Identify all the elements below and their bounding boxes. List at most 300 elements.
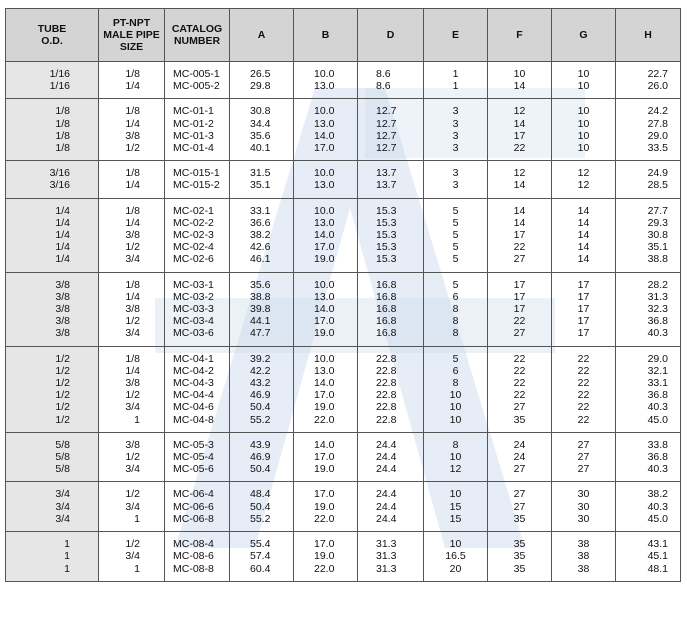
pipe-size-value: 1/8 xyxy=(125,167,140,180)
dim-h-value: 48.1 xyxy=(647,562,668,575)
dim-e-cell xyxy=(424,482,488,532)
column-header-d: D xyxy=(358,9,424,62)
pipe-size-value: 1/4 xyxy=(125,364,140,377)
column-header-b: B xyxy=(294,9,358,62)
dim-a-value: 30.8 xyxy=(250,105,271,118)
column-header-pt-npt-male-pipe-size: PT-NPT MALE PIPE SIZE xyxy=(99,9,165,62)
dim-h-value: 28.5 xyxy=(647,179,668,192)
dim-f-value: 22 xyxy=(513,142,526,155)
catalog-number-cell xyxy=(165,161,230,198)
catalog-number-value: MC-03-3 xyxy=(173,303,214,316)
pipe-size-value: 1/2 xyxy=(125,241,140,254)
dim-f-value: 17 xyxy=(513,303,526,316)
pipe-size-cell xyxy=(99,482,165,532)
catalog-number-value: MC-05-4 xyxy=(173,451,214,464)
tube-od-value: 3/8 xyxy=(55,278,70,291)
tube-od-value: 1/2 xyxy=(55,352,70,365)
dim-a-value: 29.8 xyxy=(250,80,271,93)
dim-b-value: 13.0 xyxy=(314,179,335,192)
pipe-size-value: 1/4 xyxy=(125,117,140,130)
dim-g-cell xyxy=(552,532,616,582)
dim-h-value: 43.1 xyxy=(647,538,668,551)
dim-a-cell xyxy=(230,62,294,99)
dim-f-value: 27 xyxy=(513,327,526,340)
dim-a-value: 42.6 xyxy=(250,241,271,254)
pipe-size-value: 1/4 xyxy=(125,216,140,229)
catalog-number-cell xyxy=(165,346,230,432)
dim-a-value: 38.2 xyxy=(250,229,271,242)
row-group xyxy=(6,161,681,198)
dim-g-value: 22 xyxy=(577,352,590,365)
dim-b-cell xyxy=(294,62,358,99)
catalog-number-value: MC-02-4 xyxy=(173,241,214,254)
dim-e-value: 10 xyxy=(449,451,462,464)
pipe-size-cell xyxy=(99,272,165,346)
dim-e-value: 10 xyxy=(449,413,462,426)
catalog-number-value: MC-03-2 xyxy=(173,290,214,303)
tube-od-value: 1/8 xyxy=(55,105,70,118)
dim-e-value: 5 xyxy=(452,204,459,217)
pipe-size-value: 1/2 xyxy=(125,538,140,551)
dim-h-value: 40.3 xyxy=(647,463,668,476)
dim-f-value: 12 xyxy=(513,167,526,180)
dim-h-value: 40.3 xyxy=(647,401,668,414)
pipe-size-value: 1 xyxy=(134,413,140,426)
catalog-number-value: MC-04-6 xyxy=(173,401,214,414)
dim-d-value: 16.8 xyxy=(376,303,397,316)
tube-od-value: 1/2 xyxy=(55,401,70,414)
catalog-number-value: MC-06-8 xyxy=(173,512,214,525)
pipe-size-value: 3/4 xyxy=(125,253,140,266)
dim-e-value: 10 xyxy=(449,389,462,402)
dim-g-value: 12 xyxy=(577,179,590,192)
dim-f-value: 17 xyxy=(513,129,526,142)
catalog-number-value: MC-04-8 xyxy=(173,413,214,426)
pipe-size-value: 1 xyxy=(134,512,140,525)
dim-g-value: 14 xyxy=(577,229,590,242)
dim-b-value: 17.0 xyxy=(314,142,335,155)
dim-h-value: 31.3 xyxy=(647,290,668,303)
pipe-size-cell xyxy=(99,99,165,161)
tube-od-cell xyxy=(6,532,99,582)
dim-a-value: 40.1 xyxy=(250,142,271,155)
dim-a-value: 46.1 xyxy=(250,253,271,266)
tube-od-cell xyxy=(6,198,99,272)
dim-e-value: 5 xyxy=(452,241,459,254)
dim-d-value: 16.8 xyxy=(376,290,397,303)
dim-d-value: 16.8 xyxy=(376,278,397,291)
dim-h-value: 24.2 xyxy=(647,105,668,118)
dim-h-cell xyxy=(616,99,681,161)
dim-h-value: 45.1 xyxy=(647,550,668,563)
dim-d-value: 8.6 xyxy=(376,80,391,93)
dim-b-cell xyxy=(294,272,358,346)
dim-g-cell xyxy=(552,161,616,198)
dim-d-value: 31.3 xyxy=(376,538,397,551)
dim-b-value: 13.0 xyxy=(314,364,335,377)
dim-e-value: 5 xyxy=(452,352,459,365)
dim-b-value: 19.0 xyxy=(314,253,335,266)
dim-f-cell xyxy=(488,62,552,99)
dim-g-value: 10 xyxy=(577,68,590,80)
dim-b-value: 19.0 xyxy=(314,500,335,513)
dim-g-value: 10 xyxy=(577,117,590,130)
dim-d-value: 15.3 xyxy=(376,241,397,254)
dim-h-cell xyxy=(616,432,681,482)
catalog-table-container xyxy=(5,8,680,582)
pipe-size-value: 3/8 xyxy=(125,438,140,451)
dim-b-value: 22.0 xyxy=(314,512,335,525)
dim-b-cell xyxy=(294,198,358,272)
dim-a-value: 47.7 xyxy=(250,327,271,340)
catalog-number-value: MC-02-6 xyxy=(173,253,214,266)
dim-e-cell xyxy=(424,62,488,99)
tube-od-value: 1/2 xyxy=(55,413,70,426)
catalog-number-value: MC-06-6 xyxy=(173,500,214,513)
tube-od-value: 5/8 xyxy=(55,451,70,464)
dim-a-value: 46.9 xyxy=(250,451,271,464)
pipe-size-value: 1/2 xyxy=(125,315,140,328)
pipe-size-value: 3/8 xyxy=(125,303,140,316)
dim-f-value: 14 xyxy=(513,204,526,217)
dim-h-value: 22.7 xyxy=(647,68,668,80)
dim-f-value: 35 xyxy=(513,413,526,426)
dim-g-value: 22 xyxy=(577,401,590,414)
pipe-size-cell xyxy=(99,432,165,482)
tube-od-value: 1/4 xyxy=(55,204,70,217)
dim-b-value: 22.0 xyxy=(314,413,335,426)
dim-g-value: 10 xyxy=(577,142,590,155)
dim-h-value: 36.8 xyxy=(647,451,668,464)
dim-a-value: 33.1 xyxy=(250,204,271,217)
dim-d-value: 22.8 xyxy=(376,401,397,414)
dim-f-value: 14 xyxy=(513,117,526,130)
tube-od-cell xyxy=(6,161,99,198)
dim-h-value: 30.8 xyxy=(647,229,668,242)
dim-d-cell xyxy=(358,432,424,482)
dim-d-value: 15.3 xyxy=(376,204,397,217)
column-header-f: F xyxy=(488,9,552,62)
dim-e-value: 1 xyxy=(452,80,459,93)
tube-od-value: 1/8 xyxy=(55,117,70,130)
dim-f-value: 10 xyxy=(513,68,526,80)
dim-b-value: 14.0 xyxy=(314,303,335,316)
tube-od-value: 3/8 xyxy=(55,303,70,316)
catalog-number-value: MC-03-1 xyxy=(173,278,214,291)
dim-f-value: 35 xyxy=(513,512,526,525)
dim-h-cell xyxy=(616,198,681,272)
dim-a-value: 34.4 xyxy=(250,117,271,130)
pipe-size-value: 3/4 xyxy=(125,500,140,513)
dim-g-cell xyxy=(552,482,616,532)
tube-od-cell xyxy=(6,272,99,346)
dim-a-value: 46.9 xyxy=(250,389,271,402)
dim-f-value: 27 xyxy=(513,488,526,501)
dim-e-value: 1 xyxy=(452,68,459,80)
dim-f-value: 22 xyxy=(513,364,526,377)
pipe-size-cell xyxy=(99,198,165,272)
dim-f-value: 17 xyxy=(513,278,526,291)
pipe-size-value: 1/2 xyxy=(125,389,140,402)
dim-g-value: 38 xyxy=(577,550,590,563)
dim-e-value: 8 xyxy=(452,438,459,451)
dim-g-value: 10 xyxy=(577,80,590,93)
dim-d-value: 24.4 xyxy=(376,438,397,451)
dim-g-value: 22 xyxy=(577,413,590,426)
dim-d-value: 31.3 xyxy=(376,562,397,575)
catalog-number-cell xyxy=(165,272,230,346)
dim-b-value: 17.0 xyxy=(314,315,335,328)
dim-e-cell xyxy=(424,161,488,198)
catalog-number-cell xyxy=(165,62,230,99)
pipe-size-value: 3/4 xyxy=(125,550,140,563)
row-group xyxy=(6,198,681,272)
dim-g-value: 17 xyxy=(577,290,590,303)
dim-e-value: 20 xyxy=(449,562,462,575)
dim-a-value: 35.6 xyxy=(250,129,271,142)
dim-a-cell xyxy=(230,99,294,161)
dim-a-value: 50.4 xyxy=(250,401,271,414)
tube-od-value: 1/2 xyxy=(55,377,70,390)
catalog-number-value: MC-02-2 xyxy=(173,216,214,229)
tube-od-cell xyxy=(6,99,99,161)
dim-h-value: 33.8 xyxy=(647,438,668,451)
dim-d-value: 16.8 xyxy=(376,327,397,340)
catalog-number-value: MC-01-2 xyxy=(173,117,214,130)
dim-a-cell xyxy=(230,482,294,532)
dim-f-value: 35 xyxy=(513,550,526,563)
tube-od-cell xyxy=(6,346,99,432)
dim-h-value: 29.0 xyxy=(647,352,668,365)
row-group xyxy=(6,432,681,482)
column-header-g: G xyxy=(552,9,616,62)
pipe-size-value: 1/4 xyxy=(125,179,140,192)
dim-g-value: 10 xyxy=(577,105,590,118)
dim-g-value: 22 xyxy=(577,364,590,377)
catalog-number-value: MC-02-1 xyxy=(173,204,214,217)
dim-d-cell xyxy=(358,272,424,346)
dim-d-cell xyxy=(358,346,424,432)
dim-h-value: 27.7 xyxy=(647,204,668,217)
dim-g-value: 12 xyxy=(577,167,590,180)
pipe-size-cell xyxy=(99,161,165,198)
dim-b-value: 17.0 xyxy=(314,451,335,464)
row-group xyxy=(6,99,681,161)
dim-b-value: 17.0 xyxy=(314,538,335,551)
dim-b-value: 10.0 xyxy=(314,105,335,118)
dim-a-value: 35.6 xyxy=(250,278,271,291)
tube-od-value: 3/4 xyxy=(55,500,70,513)
dim-e-value: 3 xyxy=(452,179,459,192)
dim-e-value: 10 xyxy=(449,488,462,501)
dim-d-cell xyxy=(358,62,424,99)
pipe-size-value: 3/8 xyxy=(125,229,140,242)
dim-g-value: 10 xyxy=(577,129,590,142)
pipe-size-value: 1/8 xyxy=(125,68,140,80)
dim-h-cell xyxy=(616,272,681,346)
dim-g-cell xyxy=(552,99,616,161)
dim-e-value: 15 xyxy=(449,512,462,525)
dim-g-value: 27 xyxy=(577,438,590,451)
dim-f-value: 14 xyxy=(513,80,526,93)
dim-h-value: 45.0 xyxy=(647,413,668,426)
dim-g-value: 30 xyxy=(577,500,590,513)
dim-d-value: 8.6 xyxy=(376,68,391,80)
dim-h-cell xyxy=(616,161,681,198)
tube-od-value: 1/2 xyxy=(55,364,70,377)
column-header-a: A xyxy=(230,9,294,62)
dim-h-value: 32.3 xyxy=(647,303,668,316)
dim-d-value: 22.8 xyxy=(376,364,397,377)
dim-g-value: 38 xyxy=(577,562,590,575)
catalog-number-value: MC-01-3 xyxy=(173,129,214,142)
dim-b-cell xyxy=(294,432,358,482)
tube-od-value: 3/8 xyxy=(55,290,70,303)
dim-b-value: 14.0 xyxy=(314,229,335,242)
dim-d-value: 24.4 xyxy=(376,512,397,525)
catalog-number-value: MC-05-3 xyxy=(173,438,214,451)
dim-b-value: 19.0 xyxy=(314,463,335,476)
dim-a-cell xyxy=(230,198,294,272)
column-header-e: E xyxy=(424,9,488,62)
pipe-size-value: 1/4 xyxy=(125,80,140,93)
tube-od-value: 3/16 xyxy=(49,167,70,180)
catalog-number-value: MC-01-4 xyxy=(173,142,214,155)
dim-e-cell xyxy=(424,272,488,346)
dim-d-value: 13.7 xyxy=(376,167,397,180)
dim-g-value: 17 xyxy=(577,327,590,340)
catalog-number-value: MC-08-4 xyxy=(173,538,214,551)
catalog-number-cell xyxy=(165,432,230,482)
catalog-number-value: MC-04-1 xyxy=(173,352,214,365)
dim-g-cell xyxy=(552,62,616,99)
dim-b-value: 17.0 xyxy=(314,488,335,501)
dim-e-value: 5 xyxy=(452,253,459,266)
dim-b-cell xyxy=(294,99,358,161)
dim-d-value: 15.3 xyxy=(376,229,397,242)
dim-f-cell xyxy=(488,99,552,161)
pipe-size-cell xyxy=(99,346,165,432)
catalog-number-value: MC-04-2 xyxy=(173,364,214,377)
dim-f-value: 17 xyxy=(513,290,526,303)
dim-f-cell xyxy=(488,198,552,272)
dim-a-value: 44.1 xyxy=(250,315,271,328)
catalog-number-value: MC-005-1 xyxy=(173,68,220,80)
dim-e-value: 5 xyxy=(452,278,459,291)
dim-a-value: 55.2 xyxy=(250,512,271,525)
dim-e-cell xyxy=(424,99,488,161)
dim-a-value: 48.4 xyxy=(250,488,271,501)
dim-g-value: 27 xyxy=(577,463,590,476)
dim-e-value: 3 xyxy=(452,117,459,130)
row-group xyxy=(6,62,681,99)
catalog-number-value: MC-08-8 xyxy=(173,562,214,575)
dim-a-value: 38.8 xyxy=(250,290,271,303)
catalog-number-value: MC-015-2 xyxy=(173,179,220,192)
dim-e-value: 16.5 xyxy=(445,550,466,563)
dim-f-value: 22 xyxy=(513,389,526,402)
dim-b-value: 22.0 xyxy=(314,562,335,575)
dim-f-value: 22 xyxy=(513,352,526,365)
pipe-size-value: 1/8 xyxy=(125,204,140,217)
dim-d-value: 22.8 xyxy=(376,413,397,426)
dim-b-value: 10.0 xyxy=(314,278,335,291)
catalog-number-value: MC-06-4 xyxy=(173,488,214,501)
dim-g-value: 38 xyxy=(577,538,590,551)
dim-e-value: 5 xyxy=(452,216,459,229)
dim-f-value: 35 xyxy=(513,562,526,575)
dim-b-value: 10.0 xyxy=(314,167,335,180)
dim-g-cell xyxy=(552,346,616,432)
catalog-number-cell xyxy=(165,532,230,582)
pipe-size-cell xyxy=(99,62,165,99)
dim-h-cell xyxy=(616,532,681,582)
dim-d-value: 15.3 xyxy=(376,253,397,266)
dim-g-value: 17 xyxy=(577,303,590,316)
dim-d-cell xyxy=(358,198,424,272)
pipe-size-value: 3/4 xyxy=(125,327,140,340)
dim-d-value: 24.4 xyxy=(376,488,397,501)
dim-a-value: 50.4 xyxy=(250,500,271,513)
dim-a-cell xyxy=(230,161,294,198)
dim-b-value: 17.0 xyxy=(314,389,335,402)
row-group xyxy=(6,482,681,532)
tube-od-value: 3/4 xyxy=(55,488,70,501)
catalog-number-value: MC-03-4 xyxy=(173,315,214,328)
dim-h-cell xyxy=(616,62,681,99)
dim-d-cell xyxy=(358,482,424,532)
dim-a-value: 43.9 xyxy=(250,438,271,451)
dim-e-value: 3 xyxy=(452,167,459,180)
catalog-number-value: MC-01-1 xyxy=(173,105,214,118)
dim-e-value: 12 xyxy=(449,463,462,476)
dim-h-value: 32.1 xyxy=(647,364,668,377)
dim-h-value: 26.0 xyxy=(647,80,668,93)
dim-d-value: 16.8 xyxy=(376,315,397,328)
dim-e-value: 6 xyxy=(452,290,459,303)
tube-od-value: 1/8 xyxy=(55,142,70,155)
dim-b-value: 14.0 xyxy=(314,438,335,451)
header-row xyxy=(6,9,681,62)
dim-f-value: 22 xyxy=(513,241,526,254)
dim-e-value: 8 xyxy=(452,315,459,328)
tube-od-value: 1/8 xyxy=(55,129,70,142)
dim-g-cell xyxy=(552,198,616,272)
dim-b-value: 13.0 xyxy=(314,216,335,229)
dim-e-value: 6 xyxy=(452,364,459,377)
tube-od-value: 3/4 xyxy=(55,512,70,525)
dim-b-value: 14.0 xyxy=(314,377,335,390)
dim-f-value: 17 xyxy=(513,229,526,242)
dim-h-value: 35.1 xyxy=(647,241,668,254)
dim-g-value: 14 xyxy=(577,216,590,229)
tube-od-value: 1/16 xyxy=(49,68,70,80)
dim-d-value: 12.7 xyxy=(376,105,397,118)
column-header-h: H xyxy=(616,9,681,62)
dim-d-value: 24.4 xyxy=(376,463,397,476)
tube-od-value: 1/4 xyxy=(55,229,70,242)
dim-h-value: 27.8 xyxy=(647,117,668,130)
dim-f-cell xyxy=(488,432,552,482)
dim-b-value: 13.0 xyxy=(314,117,335,130)
dim-h-value: 36.8 xyxy=(647,389,668,402)
dim-h-value: 29.0 xyxy=(647,129,668,142)
pipe-size-value: 1/2 xyxy=(125,142,140,155)
tube-od-value: 1 xyxy=(64,562,70,575)
pipe-size-value: 3/8 xyxy=(125,377,140,390)
dim-b-cell xyxy=(294,482,358,532)
dim-e-cell xyxy=(424,198,488,272)
